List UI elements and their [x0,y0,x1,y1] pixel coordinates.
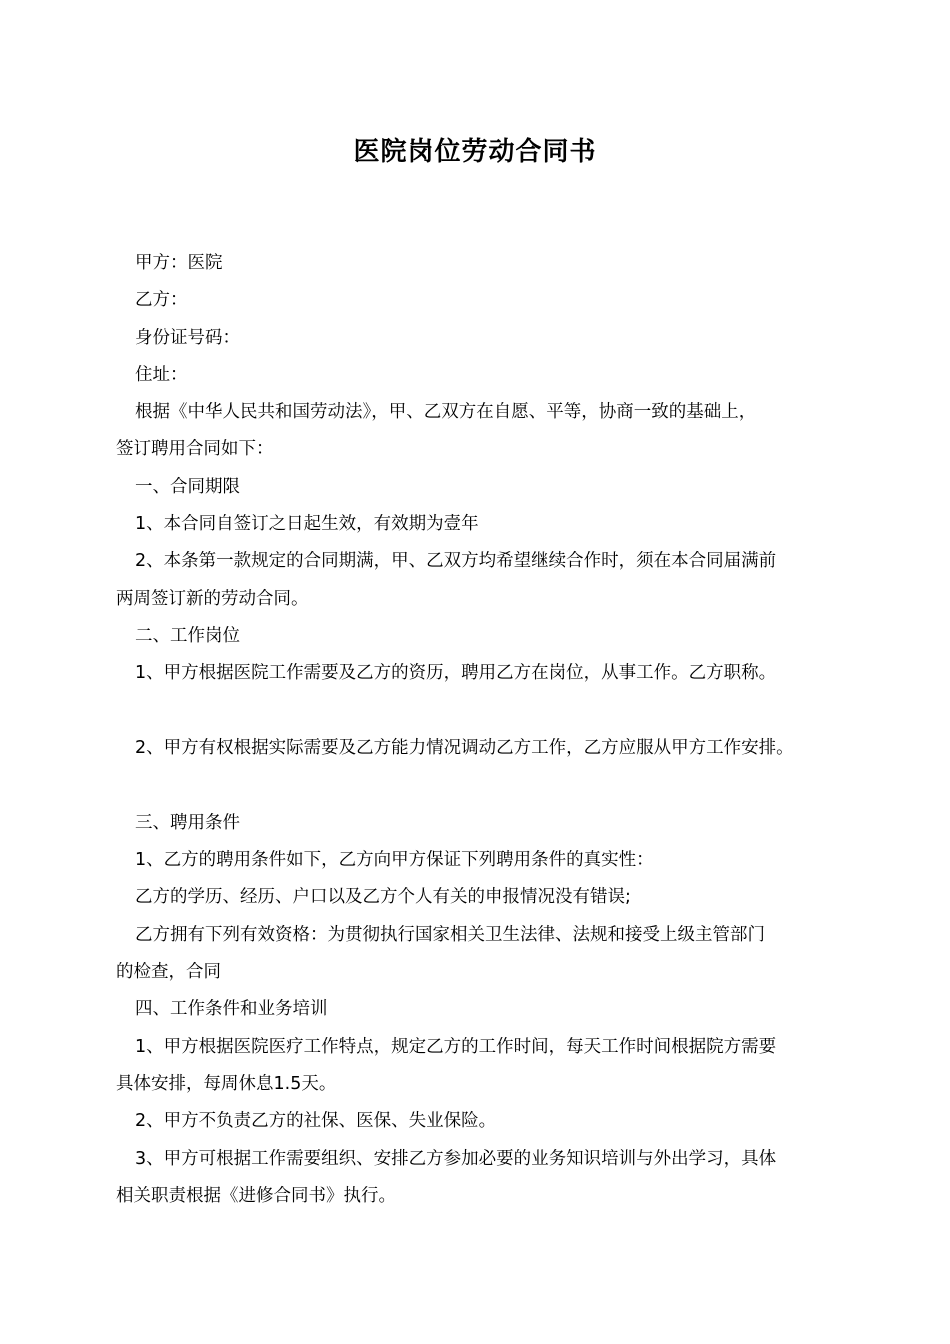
clause-4-1-line-1: 1、甲方根据医院医疗工作特点，规定乙方的工作时间，每天工作时间根据院方需要 [135,1037,777,1057]
clause-3-1-b-line-2: 的检查，合同 [116,962,221,982]
clause-1-2-line-2: 两周签订新的劳动合同。 [116,589,309,609]
document-title: 医院岗位劳动合同书 [353,137,597,167]
clause-3-1-a: 乙方的学历、经历、户口以及乙方个人有关的申报情况没有错误; [135,887,631,907]
section-heading-work-conditions: 四、工作条件和业务培训 [135,999,328,1019]
clause-4-3-line-1: 3、甲方可根据工作需要组织、安排乙方参加必要的业务知识培训与外出学习，具体 [135,1149,777,1169]
clause-4-2: 2、甲方不负责乙方的社保、医保、失业保险。 [135,1111,497,1131]
section-heading-position: 二、工作岗位 [135,626,240,646]
id-number-line: 身份证号码： [135,328,240,348]
clause-4-1-line-2: 具体安排，每周休息1.5天。 [116,1074,337,1094]
clause-3-1-b-line-1: 乙方拥有下列有效资格：为贯彻执行国家相关卫生法律、法规和接受上级主管部门 [135,925,765,945]
preamble-line-1: 根据《中华人民共和国劳动法》，甲、乙双方在自愿、平等，协商一致的基础上， [135,402,757,422]
preamble-line-2: 签订聘用合同如下： [116,439,274,459]
clause-1-2-line-1: 2、本条第一款规定的合同期满，甲、乙双方均希望继续合作时，须在本合同届满前 [135,551,777,571]
section-heading-conditions: 三、聘用条件 [135,813,240,833]
clause-2-2: 2、甲方有权根据实际需要及乙方能力情况调动乙方工作，乙方应服从甲方工作安排。 [135,738,794,758]
clause-2-1: 1、甲方根据医院工作需要及乙方的资历，聘用乙方在岗位，从事工作。乙方职称。 [135,663,777,683]
clause-4-3-line-2: 相关职责根据《进修合同书》执行。 [116,1186,396,1206]
clause-3-1: 1、乙方的聘用条件如下，乙方向甲方保证下列聘用条件的真实性： [135,850,654,870]
section-heading-term: 一、合同期限 [135,477,240,497]
clause-1-1: 1、本合同自签订之日起生效，有效期为壹年 [135,514,479,534]
party-a-line: 甲方：医院 [135,253,223,273]
party-b-line: 乙方： [135,290,188,310]
address-line: 住址： [135,365,188,385]
